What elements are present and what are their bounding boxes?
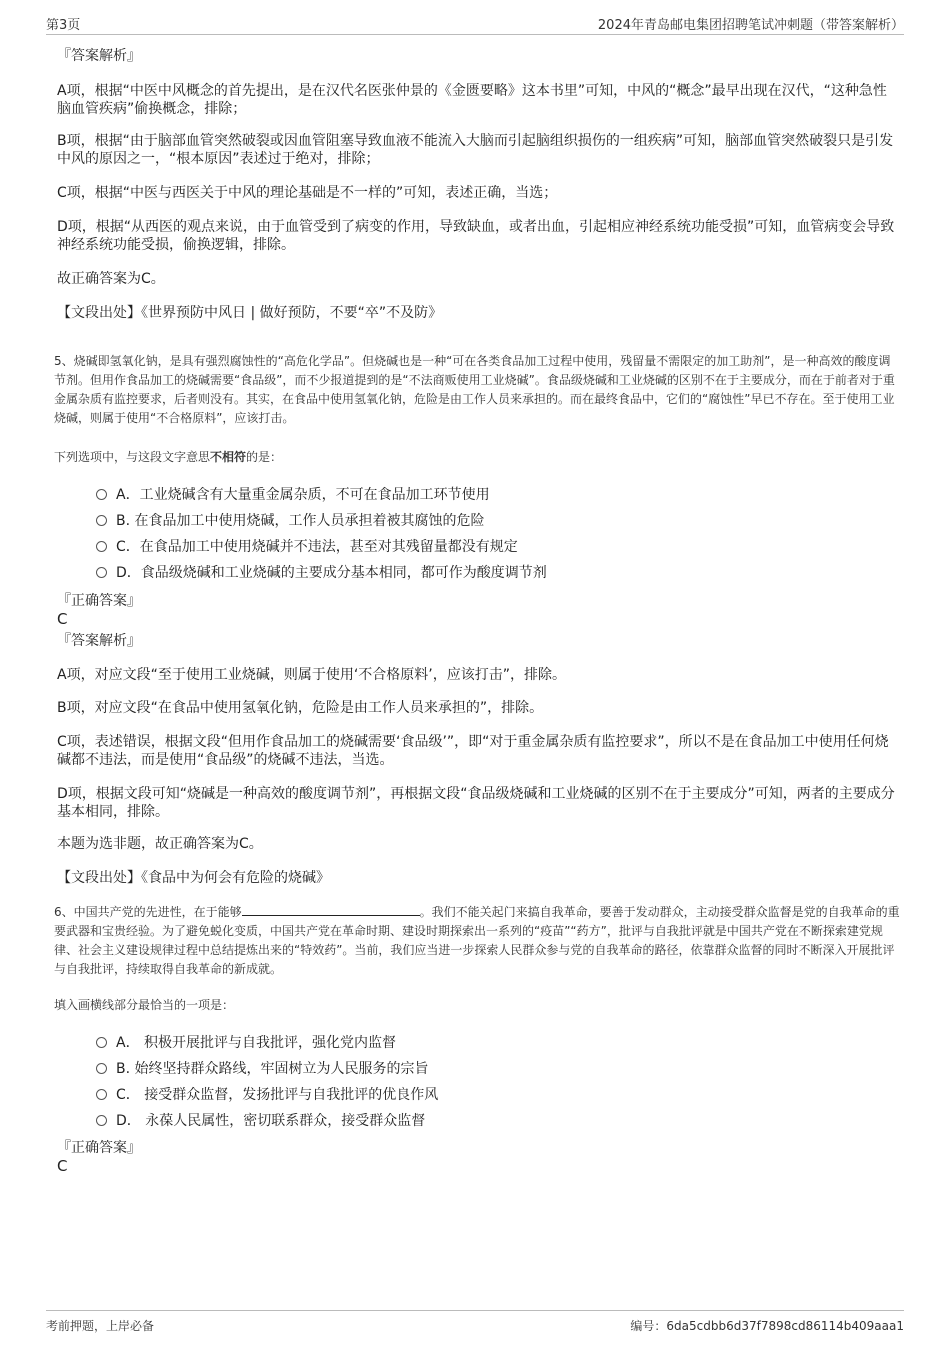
q5-answer: C bbox=[57, 610, 68, 628]
q6-passage: 6、中国共产党的先进性，在于能够 。我们不能关起门来搞自我革命，要善于发动群众，主动接受群众监督是党的自我革命的重要武器和宝贵经验。为了避免蜕化变质，中国共产党在革命时期、建设时期探索出一系列的“疫苗”“药方”，批评与自我批评就是中国共产党在不断探索建党规律、社会主义建设规律过程中总结提炼出来的“特效药”。当前，我们应当进一步探索人民群众参与党的自我革命的路径，依靠群众监督的同时不断深入开展批评与自我批评，持续取得自我革命的新成就。 bbox=[54, 905, 900, 976]
q5-analysis-title: 『答案解析』 bbox=[57, 633, 141, 649]
q5-option-a[interactable]: A．工业烧碱含有大量重金属杂质，不可在食品加工环节使用 bbox=[96, 486, 896, 504]
document-id: 编号：6da5cdbb6d37f7898cd86114b409aaa1 bbox=[630, 1319, 904, 1333]
radio-icon[interactable] bbox=[96, 1115, 107, 1126]
q5-analysis-d: D项，根据文段可知“烧碱是一种高效的酸度调节剂”，再根据文段“食品级烧碱和工业烧碱的区别不在于主要成分”可知，两者的主要成分基本相同，排除。 bbox=[57, 786, 895, 820]
radio-icon[interactable] bbox=[96, 489, 107, 500]
radio-icon[interactable] bbox=[96, 567, 107, 578]
q5-passage: 5、烧碱即氢氧化钠，是具有强烈腐蚀性的“高危化学品”。但烧碱也是一种“可在各类食品加工过程中使用，残留量不需限定的加工助剂”，是一种高效的酸度调节剂。但用作食品加工的烧碱需要“食品级”，而不少报道提到的是“不法商贩使用工业烧碱”。食品级烧碱和工业烧碱的区别不在于主要成分，而在于前者对于重金属杂质有监控要求，后者则没有。其实，在食品中使用氢氧化钠，危险是由工作人员来承担的。而在最终食品中，它们的“腐蚀性”早已不存在。至于使用工业烧碱，则属于使用“不合格原料”，应该打击。 bbox=[54, 354, 895, 425]
radio-icon[interactable] bbox=[96, 541, 107, 552]
fill-blank bbox=[242, 904, 420, 916]
q4-conclusion: 故正确答案为C。 bbox=[57, 271, 165, 287]
q6-option-d[interactable]: D． 永葆人民属性，密切联系群众，接受群众监督 bbox=[96, 1112, 896, 1130]
q4-analysis-title: 『答案解析』 bbox=[57, 48, 141, 64]
page-header bbox=[46, 12, 904, 35]
radio-icon[interactable] bbox=[96, 1037, 107, 1048]
q5-analysis-b: B项，对应文段“在食品中使用氢氧化钠，危险是由工作人员来承担的”，排除。 bbox=[57, 700, 544, 716]
q6-option-c[interactable]: C． 接受群众监督，发扬批评与自我批评的优良作风 bbox=[96, 1086, 896, 1104]
q5-source: 【文段出处】《食品中为何会有危险的烧碱》 bbox=[57, 870, 330, 886]
q5-prompt: 下列选项中，与这段文字意思不相符的是： bbox=[54, 450, 283, 464]
q6-answer: C bbox=[57, 1157, 68, 1175]
q4-analysis-d: D项，根据“从西医的观点来说，由于血管受到了病变的作用，导致缺血，或者出血，引起相应神经系统功能受损”可知，血管病变会导致神经系统功能受损，偷换逻辑，排除。 bbox=[57, 219, 895, 253]
q5-option-b[interactable]: B. 在食品加工中使用烧碱，工作人员承担着被其腐蚀的危险 bbox=[96, 512, 896, 530]
q4-analysis-c: C项，根据“中医与西医关于中风的理论基础是不一样的”可知，表述正确，当选； bbox=[57, 185, 558, 201]
q4-analysis-a: A项，根据“中医中风概念的首先提出，是在汉代名医张仲景的《金匮要略》这本书里”可知，中风的“概念”最早出现在汉代，“这种急性脑血管疾病”偷换概念，排除； bbox=[57, 83, 887, 117]
footer-slogan: 考前押题，上岸必备 bbox=[46, 1319, 155, 1333]
q6-option-b[interactable]: B. 始终坚持群众路线，牢固树立为人民服务的宗旨 bbox=[96, 1060, 896, 1078]
radio-icon[interactable] bbox=[96, 515, 107, 526]
q6-prompt: 填入画横线部分最恰当的一项是： bbox=[54, 998, 235, 1012]
q6-answer-title: 『正确答案』 bbox=[57, 1140, 141, 1156]
q5-answer-title: 『正确答案』 bbox=[57, 593, 141, 609]
q5-analysis-a: A项，对应文段“至于使用工业烧碱，则属于使用‘不合格原料’，应该打击”，排除。 bbox=[57, 667, 566, 683]
document-title: 2024年青岛邮电集团招聘笔试冲刺题（带答案解析） bbox=[597, 18, 904, 33]
q4-source: 【文段出处】《世界预防中风日 | 做好预防，不要“卒”不及防》 bbox=[57, 305, 443, 321]
q5-analysis-c: C项，表述错误，根据文段“但用作食品加工的烧碱需要‘食品级’”，即“对于重金属杂质有监控要求”，所以不是在食品加工中使用任何烧碱都不违法，而是使用“食品级”的烧碱不违法，当选。 bbox=[57, 734, 889, 768]
q5-option-d[interactable]: D．食品级烧碱和工业烧碱的主要成分基本相同，都可作为酸度调节剂 bbox=[96, 564, 896, 582]
q4-analysis-b: B项，根据“由于脑部血管突然破裂或因血管阻塞导致血液不能流入大脑而引起脑组织损伤的一组疾病”可知，脑部血管突然破裂只是引发中风的原因之一，“根本原因”表述过于绝对，排除； bbox=[57, 133, 894, 167]
q5-conclusion: 本题为选非题，故正确答案为C。 bbox=[57, 836, 263, 852]
radio-icon[interactable] bbox=[96, 1089, 107, 1100]
page-number: 第3页 bbox=[46, 18, 81, 33]
q6-option-a[interactable]: A． 积极开展批评与自我批评，强化党内监督 bbox=[96, 1034, 896, 1052]
radio-icon[interactable] bbox=[96, 1063, 107, 1074]
page-footer bbox=[46, 1310, 904, 1337]
q5-option-c[interactable]: C．在食品加工中使用烧碱并不违法，甚至对其残留量都没有规定 bbox=[96, 538, 896, 556]
